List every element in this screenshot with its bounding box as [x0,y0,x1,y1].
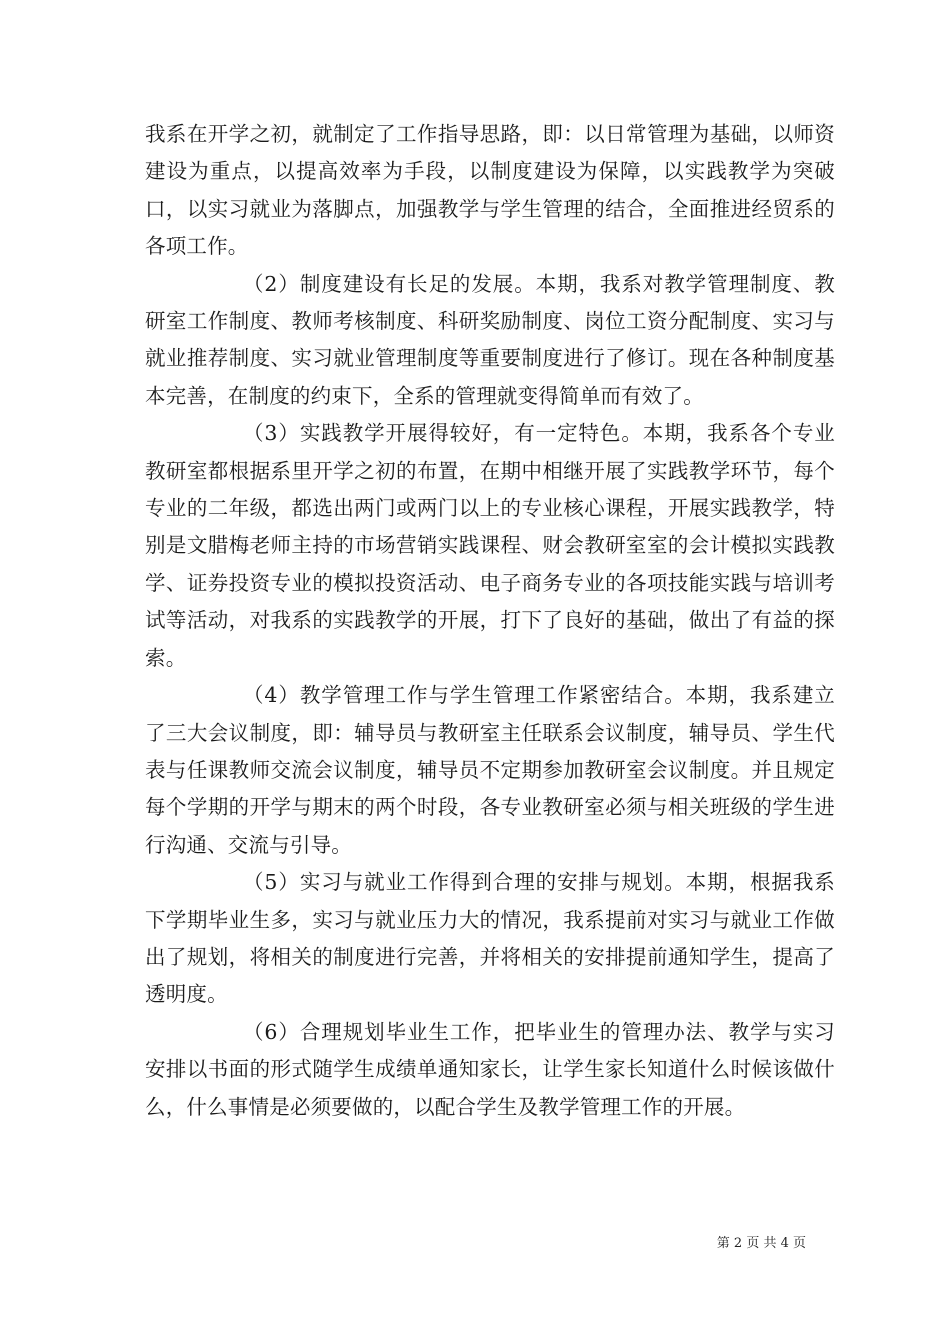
paragraph-item-6: （6）合理规划毕业生工作，把毕业生的管理办法、教学与实习安排以书面的形式随学生成绩单通知家长，让学生家长知道什么时候该做什么，什么事情是必须要做的，以配合学生及教学管理工作的开展。 [145,1019,835,1119]
paragraph-item-2: （2）制度建设有长足的发展。本期，我系对教学管理制度、教研室工作制度、教师考核制度、科研奖励制度、岗位工资分配制度、实习与就业推荐制度、实习就业管理制度等重要制度进行了修订。现在各种制度基本完善，在制度的约束下，全系的管理就变得简单而有效了。 [145,271,835,408]
paragraph-item-3: （3）实践教学开展得较好，有一定特色。本期，我系各个专业教研室都根据系里开学之初的布置，在期中相继开展了实践教学环节，每个专业的二年级，都选出两门或两门以上的专业核心课程，开展实践教学，特别是文腊梅老师主持的市场营销实践课程、财会教研室室的会计模拟实践教学、证券投资专业的模拟投资活动、电子商务专业的各项技能实践与培训考试等活动，对我系的实践教学的开展，打下了良好的基础，做出了有益的探索。 [145,421,835,670]
page-number-footer: 第 2 页 共 4 页 [716,1236,806,1251]
paragraph-intro: 我系在开学之初，就制定了工作指导思路，即：以日常管理为基础，以师资建设为重点，以提高效率为手段，以制度建设为保障，以实践教学为突破口，以实习就业为落脚点，加强教学与学生管理的结合，全面推进经贸系的各项工作。 [145,122,835,259]
paragraph-item-5: （5）实习与就业工作得到合理的安排与规划。本期，根据我系下学期毕业生多，实习与就业压力大的情况，我系提前对实习与就业工作做出了规划，将相关的制度进行完善，并将相关的安排提前通知学生，提高了透明度。 [145,870,835,1007]
document-body [145,116,835,1126]
paragraph-item-4: （4）教学管理工作与学生管理工作紧密结合。本期，我系建立了三大会议制度，即：辅导员与教研室主任联系会议制度，辅导员、学生代表与任课教师交流会议制度，辅导员不定期参加教研室会议制度。并且规定每个学期的开学与期末的两个时段，各专业教研室必须与相关班级的学生进行沟通、交流与引导。 [145,683,835,857]
